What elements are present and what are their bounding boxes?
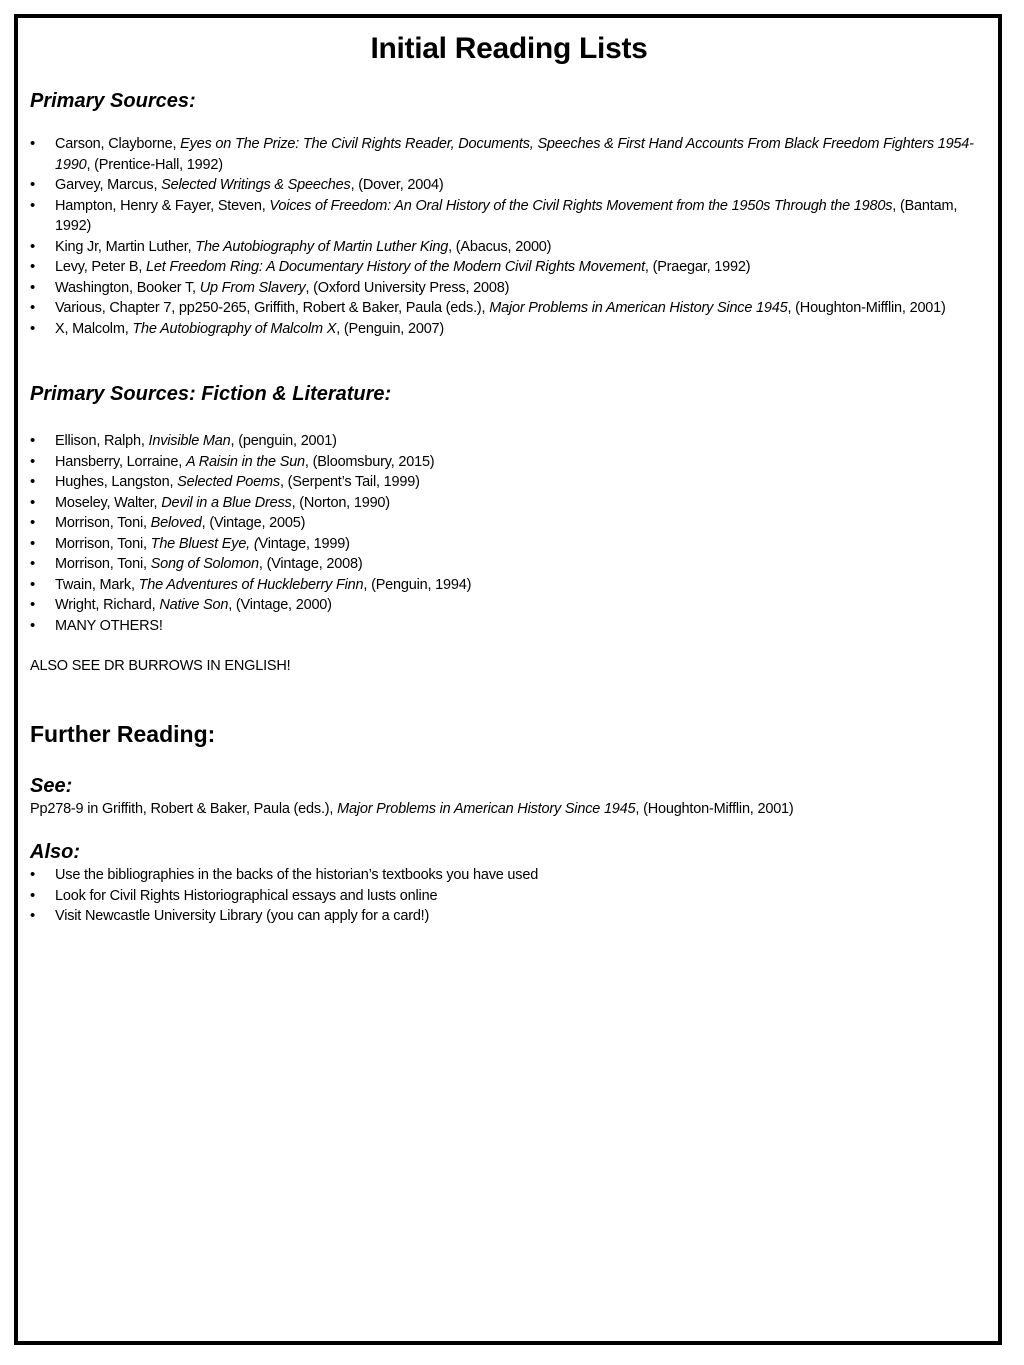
- list-item: • Visit Newcastle University Library (you can apply for a card!): [30, 906, 988, 927]
- list-item: • King Jr, Martin Luther, The Autobiography of Martin Luther King, (Abacus, 2000): [30, 237, 988, 258]
- list-item: • Washington, Booker T, Up From Slavery, (Oxford University Press, 2008): [30, 278, 988, 299]
- list-item: • Morrison, Toni, Beloved, (Vintage, 2005): [30, 513, 988, 534]
- also-heading: Also:: [30, 841, 80, 863]
- list-item: • Look for Civil Rights Historiographical essays and lusts online: [30, 886, 988, 907]
- also-list: [30, 865, 988, 927]
- list-item: • Various, Chapter 7, pp250-265, Griffith, Robert & Baker, Paula (eds.), Major Problems in American History Since 1945, (Houghton-Mifflin, 2001): [30, 298, 988, 319]
- primary-sources-list: [30, 134, 988, 339]
- list-item: • Garvey, Marcus, Selected Writings & Speeches, (Dover, 2004): [30, 175, 988, 196]
- list-item: • Morrison, Toni, The Bluest Eye, (Vintage, 1999): [30, 534, 988, 555]
- fiction-literature-heading: Primary Sources: Fiction & Literature:: [30, 383, 392, 405]
- list-item: • Moseley, Walter, Devil in a Blue Dress, (Norton, 1990): [30, 493, 988, 514]
- list-item: • Levy, Peter B, Let Freedom Ring: A Documentary History of the Modern Civil Rights Movement, (Praegar, 1992): [30, 257, 988, 278]
- list-item: • Use the bibliographies in the backs of the historian’s textbooks you have used: [30, 865, 988, 886]
- list-item: • Carson, Clayborne, Eyes on The Prize: The Civil Rights Reader, Documents, Speeches & First Hand Accounts From Black Freedom Fighters 1954-1990, (Prentice-Hall, 1992): [30, 134, 988, 175]
- fiction-literature-list: [30, 431, 988, 636]
- list-item: • Hampton, Henry & Fayer, Steven, Voices of Freedom: An Oral History of the Civil Rights Movement from the 1950s Through the 1980s, (Bantam, 1992): [30, 196, 988, 237]
- list-item: • Hansberry, Lorraine, A Raisin in the Sun, (Bloomsbury, 2015): [30, 452, 988, 473]
- list-item: • Ellison, Ralph, Invisible Man, (penguin, 2001): [30, 431, 988, 452]
- list-item: • Morrison, Toni, Song of Solomon, (Vintage, 2008): [30, 554, 988, 575]
- list-item: • Twain, Mark, The Adventures of Huckleberry Finn, (Penguin, 1994): [30, 575, 988, 596]
- list-item: • X, Malcolm, The Autobiography of Malcolm X, (Penguin, 2007): [30, 319, 988, 340]
- see-heading: See:: [30, 774, 73, 797]
- primary-sources-heading: Primary Sources:: [30, 90, 196, 112]
- list-item: • Hughes, Langston, Selected Poems, (Serpent’s Tail, 1999): [30, 472, 988, 493]
- further-reading-heading: Further Reading:: [30, 720, 216, 747]
- see-reference: Pp278-9 in Griffith, Robert & Baker, Paula (eds.), Major Problems in American History Since 1945, (Houghton-Mifflin, 2001): [30, 800, 794, 817]
- page-title: Initial Reading Lists: [370, 32, 648, 65]
- list-item: • MANY OTHERS!: [30, 616, 988, 637]
- english-note: ALSO SEE DR BURROWS IN ENGLISH!: [30, 658, 291, 674]
- document-content: [30, 26, 988, 927]
- list-item: • Wright, Richard, Native Son, (Vintage, 2000): [30, 595, 988, 616]
- page-frame: [14, 14, 1002, 1345]
